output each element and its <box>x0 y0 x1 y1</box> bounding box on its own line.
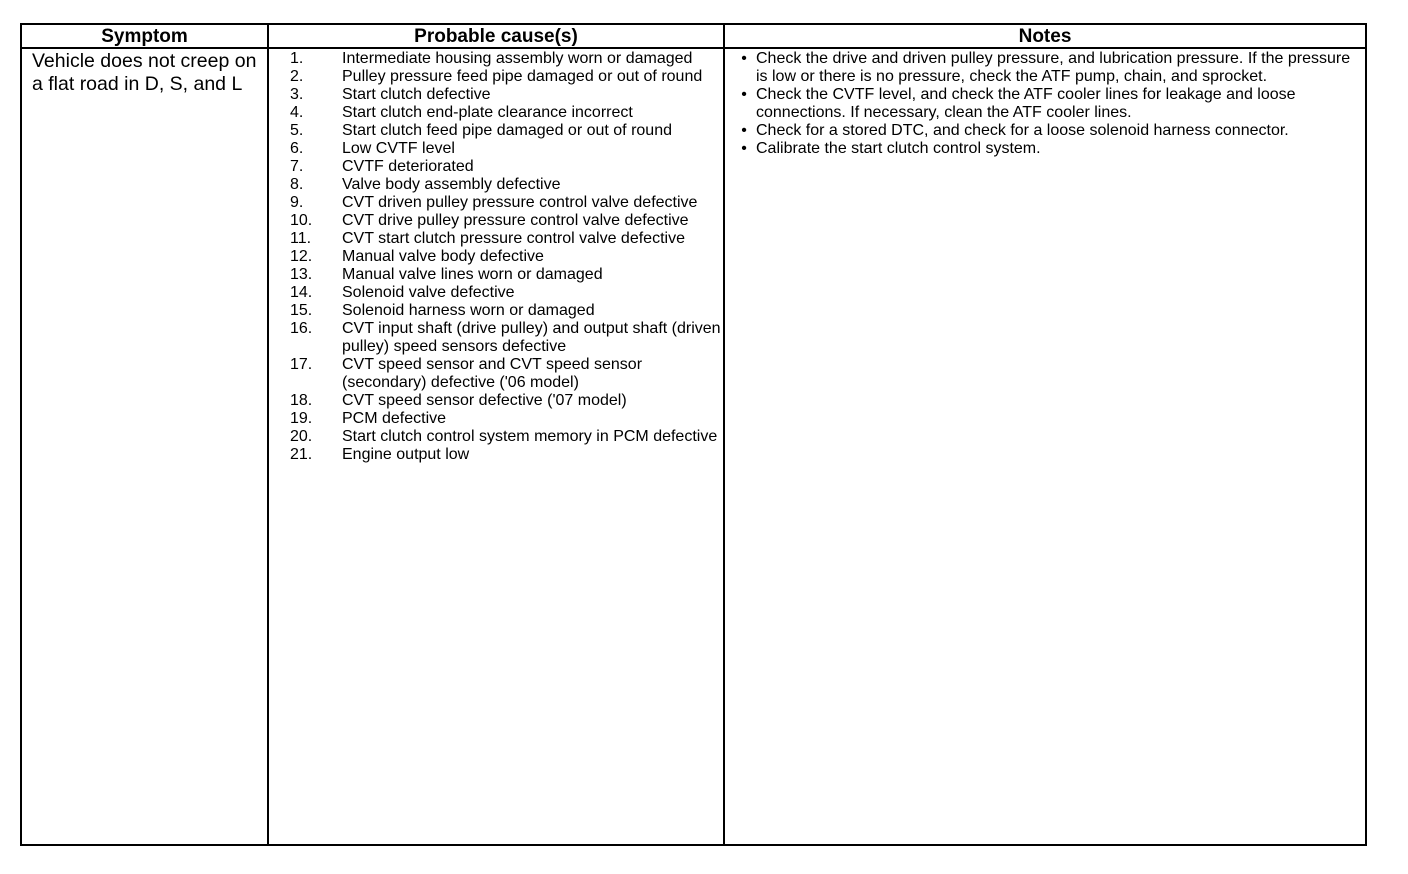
cause-text: Solenoid harness worn or damaged <box>342 302 595 319</box>
cause-item <box>270 410 722 428</box>
cause-number: 14. <box>290 284 313 301</box>
cause-number: 9. <box>290 194 304 211</box>
cause-item <box>270 50 722 68</box>
header-probable-causes: Probable cause(s) <box>414 26 578 47</box>
cause-item <box>270 446 722 464</box>
cause-item <box>270 266 722 284</box>
header-symptom: Symptom <box>101 26 188 47</box>
cause-item <box>270 86 722 104</box>
cause-item <box>270 248 722 266</box>
cause-item <box>270 158 722 176</box>
cause-number: 3. <box>290 86 304 103</box>
cause-text: PCM defective <box>342 410 447 427</box>
cause-text: Manual valve lines worn or damaged <box>342 266 603 283</box>
symptom-text: Vehicle does not creep on a flat road in D, S, and L <box>32 50 257 96</box>
cause-number: 11. <box>290 230 312 247</box>
cause-item <box>270 68 722 86</box>
bullet-icon: • <box>741 140 747 157</box>
column-divider-1 <box>267 25 269 844</box>
cause-text: Engine output low <box>342 446 470 463</box>
cause-text: Start clutch feed pipe damaged or out of round <box>342 122 672 139</box>
cause-text: CVT drive pulley pressure control valve defective <box>342 212 689 229</box>
header-notes: Notes <box>1018 26 1072 47</box>
cause-number: 6. <box>290 140 304 157</box>
cause-item <box>270 302 722 320</box>
note-item <box>732 86 1362 122</box>
cause-item <box>270 284 722 302</box>
note-item <box>732 140 1362 158</box>
cause-item <box>270 140 722 158</box>
cause-number: 4. <box>290 104 304 121</box>
note-text: Check for a stored DTC, and check for a loose solenoid harness connector. <box>756 122 1289 139</box>
cause-text: CVTF deteriorated <box>342 158 474 175</box>
cause-item <box>270 230 722 248</box>
note-text: Check the drive and driven pulley pressure, and lubrication pressure. If the pressure is low or there is no pressure, check the ATF pump, chain, and sprocket. <box>756 50 1351 85</box>
bullet-icon: • <box>741 50 747 67</box>
bullet-icon: • <box>741 122 747 139</box>
cause-item <box>270 194 722 212</box>
cause-text: Solenoid valve defective <box>342 284 515 301</box>
cause-item <box>270 428 722 446</box>
cause-number: 19. <box>290 410 313 427</box>
cause-text: CVT speed sensor defective ('07 model) <box>342 392 627 409</box>
cause-text: CVT start clutch pressure control valve defective <box>342 230 685 247</box>
cause-text: Pulley pressure feed pipe damaged or out of round <box>342 68 703 85</box>
note-text: Calibrate the start clutch control system. <box>756 140 1041 157</box>
cause-number: 20. <box>290 428 313 445</box>
cause-number: 1. <box>290 50 304 67</box>
cause-number: 12. <box>290 248 313 265</box>
cause-text: Start clutch end-plate clearance incorrect <box>342 104 633 121</box>
troubleshooting-table <box>20 23 1367 846</box>
cause-text: Intermediate housing assembly worn or damaged <box>342 50 693 67</box>
cause-number: 21. <box>290 446 313 463</box>
cause-number: 16. <box>290 320 313 337</box>
cause-number: 17. <box>290 356 313 373</box>
note-text: Check the CVTF level, and check the ATF cooler lines for leakage and loose connections. If necessary, clean the ATF cooler lines. <box>756 86 1296 121</box>
note-item <box>732 122 1362 140</box>
note-item <box>732 50 1362 86</box>
cause-text: Manual valve body defective <box>342 248 544 265</box>
cause-text: Start clutch defective <box>342 86 491 103</box>
bullet-icon: • <box>741 86 747 103</box>
cause-number: 7. <box>290 158 304 175</box>
cause-text: CVT driven pulley pressure control valve defective <box>342 194 698 211</box>
cause-text: CVT speed sensor and CVT speed sensor (secondary) defective ('06 model) <box>342 356 643 391</box>
cause-number: 13. <box>290 266 313 283</box>
cause-number: 18. <box>290 392 313 409</box>
cause-text: Low CVTF level <box>342 140 455 157</box>
cause-item <box>270 356 722 392</box>
cause-item <box>270 320 722 356</box>
column-divider-2 <box>723 25 725 844</box>
cause-text: Start clutch control system memory in PCM defective <box>342 428 718 445</box>
cause-number: 10. <box>290 212 313 229</box>
cause-item <box>270 212 722 230</box>
cause-item <box>270 122 722 140</box>
cause-text: CVT input shaft (drive pulley) and output shaft (driven pulley) speed sensors defective <box>342 320 721 355</box>
probable-causes-list <box>270 50 722 464</box>
cause-number: 2. <box>290 68 304 85</box>
cause-number: 15. <box>290 302 313 319</box>
cause-text: Valve body assembly defective <box>342 176 561 193</box>
cause-item <box>270 176 722 194</box>
cause-item <box>270 392 722 410</box>
cause-number: 8. <box>290 176 304 193</box>
notes-list <box>732 50 1362 158</box>
cause-number: 5. <box>290 122 304 139</box>
cause-item <box>270 104 722 122</box>
